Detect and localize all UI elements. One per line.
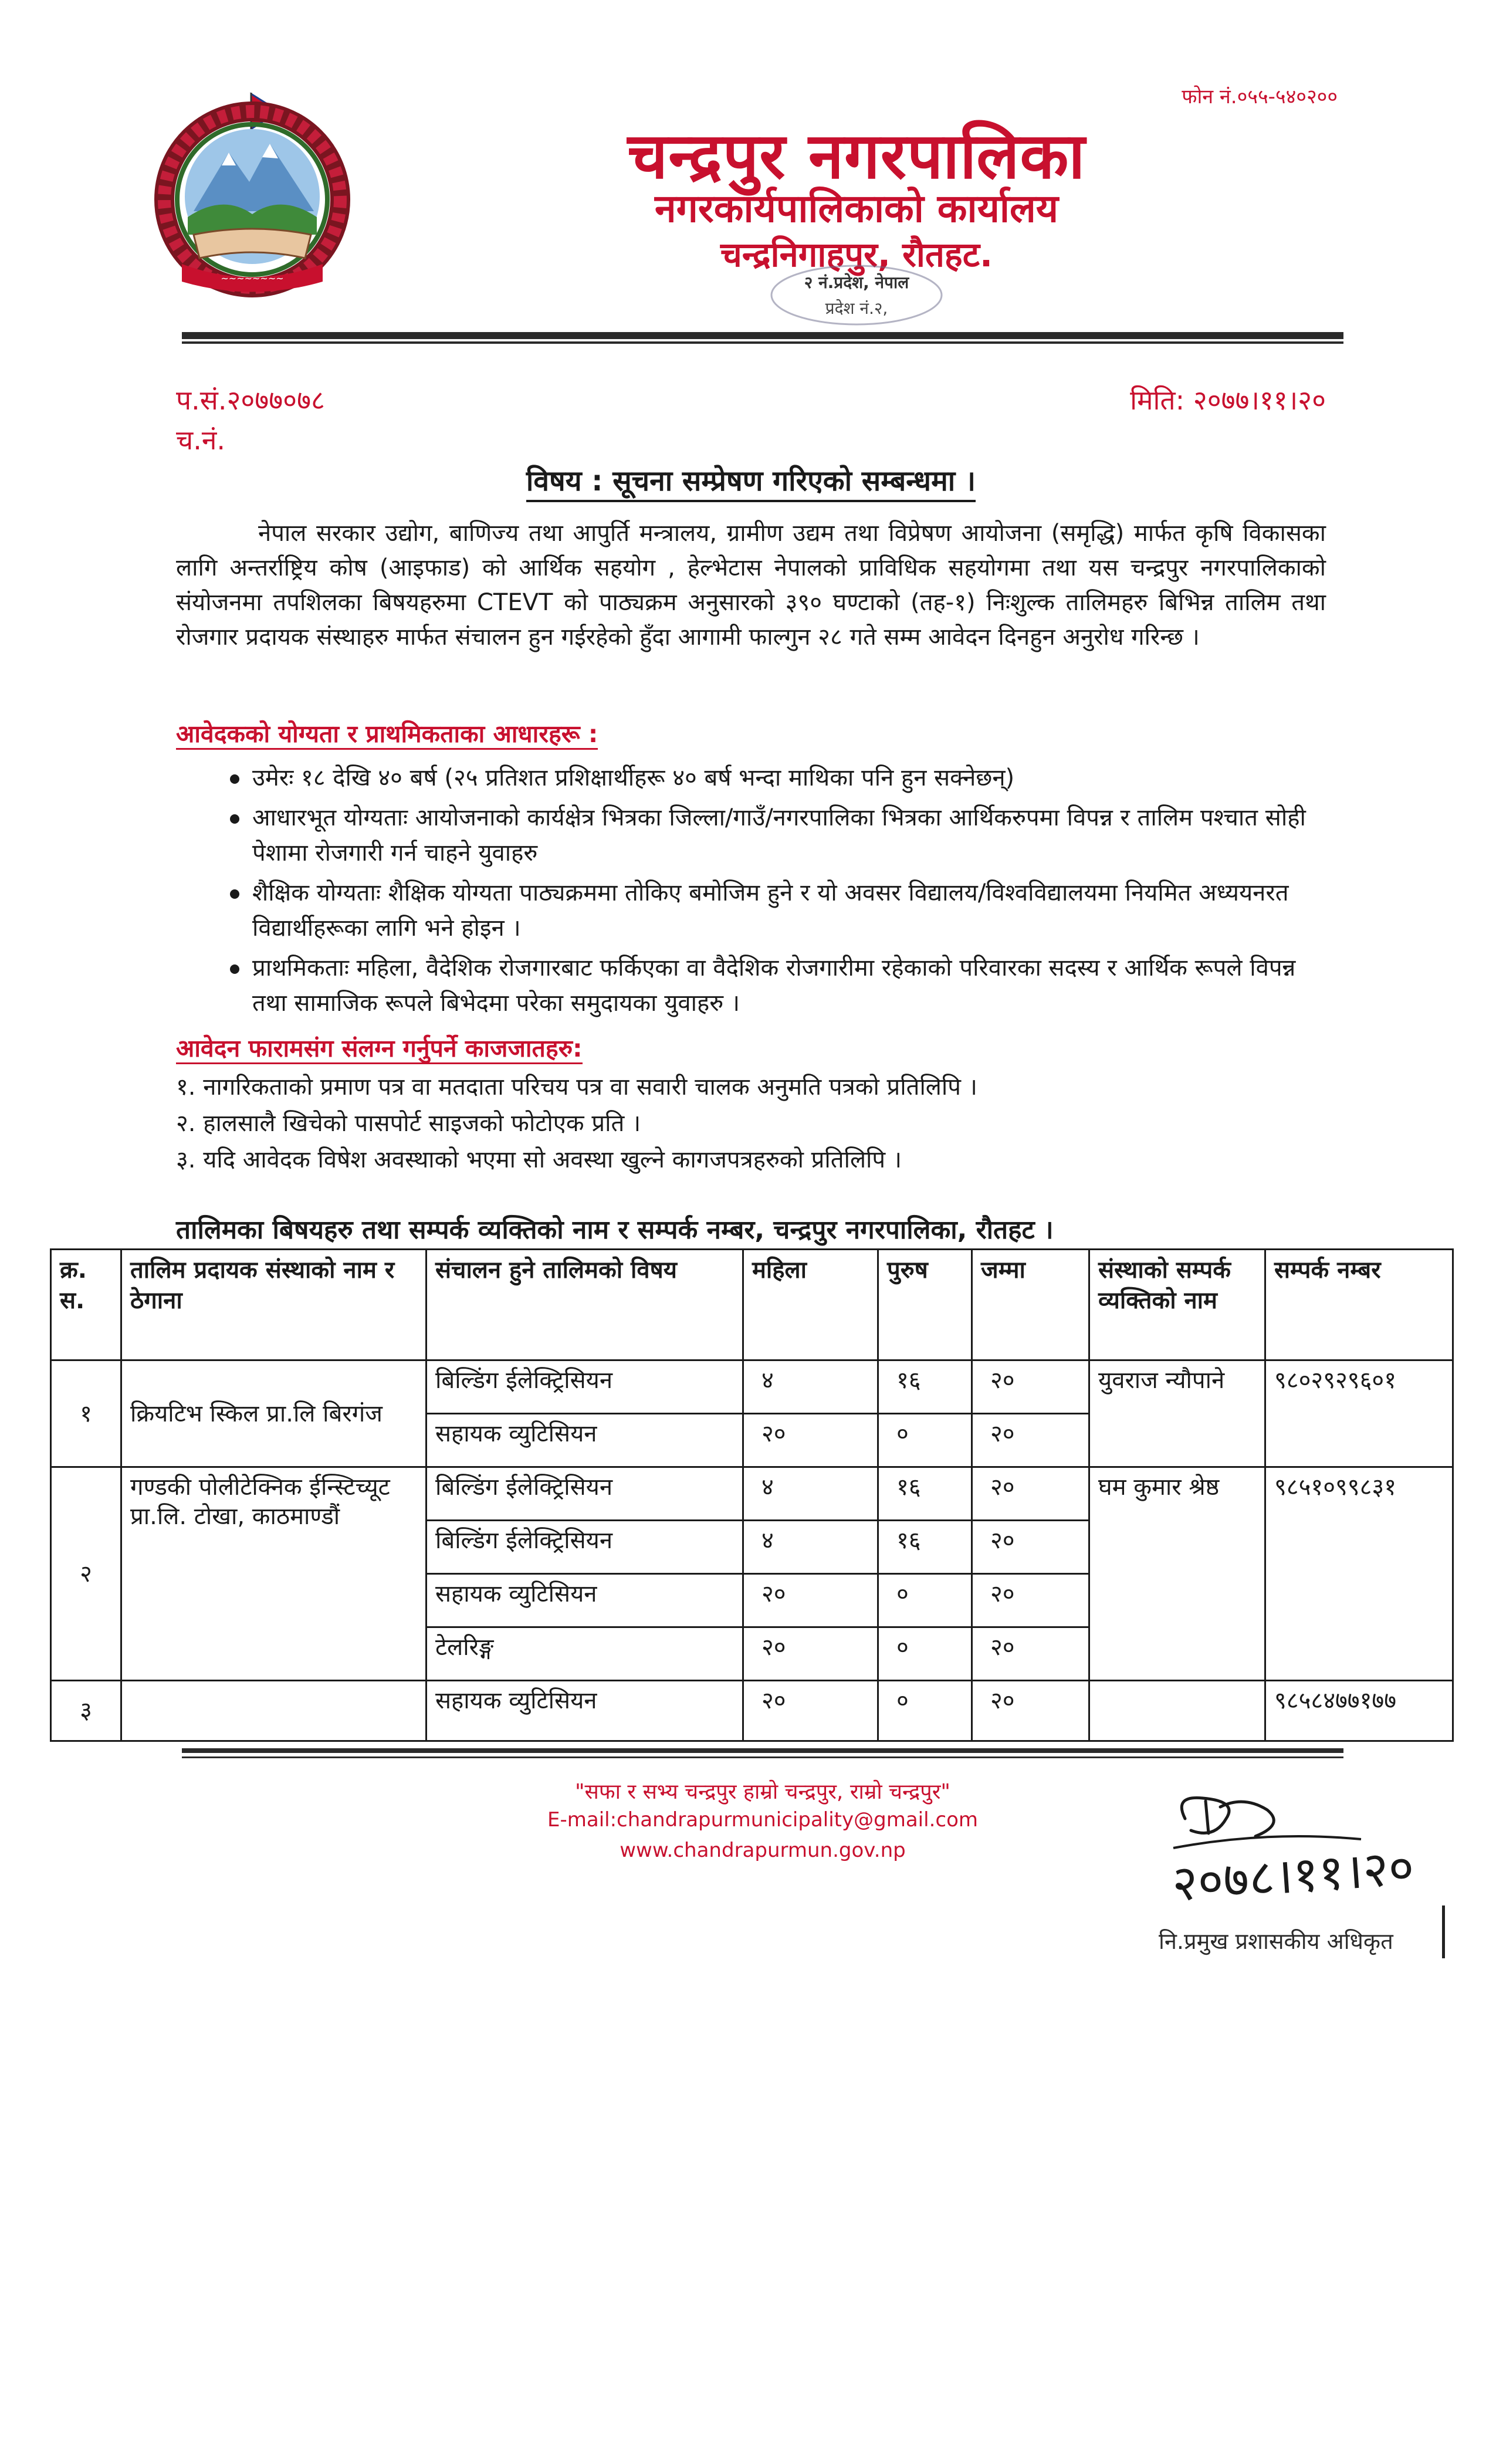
training-subject: सहायक व्युटिसियन: [427, 1681, 743, 1741]
subject-text: विषय : सूचना सम्प्रेषण गरिएको सम्बन्धमा ।: [526, 465, 976, 502]
column-header-sn: क्र. स.: [51, 1250, 121, 1360]
contact-person: [1089, 1681, 1265, 1741]
list-item: [176, 800, 1326, 871]
documents-list: [176, 1069, 1326, 1178]
stamp-province-number: प्रदेश नं.२,: [825, 299, 888, 318]
bullet-icon: [230, 964, 239, 974]
total-count: २०: [972, 1360, 1089, 1414]
serial-number: ३: [51, 1681, 121, 1741]
column-header-male: पुरुष: [878, 1250, 972, 1360]
reference-number: प.सं.२०७७०७८: [176, 384, 325, 416]
total-count: २०: [972, 1521, 1089, 1574]
eligibility-item-text: उमेरः १८ देखि ४० बर्ष (२५ प्रतिशत प्रशिक्षार्थीहरू ४० बर्ष भन्दा माथिका पनि हुन सक्नेछन्): [252, 764, 1015, 791]
training-subject: बिल्डिंग ईलेक्ट्रिसियन: [427, 1360, 743, 1414]
serial-number: २: [51, 1467, 121, 1681]
table-caption: तालिमका बिषयहरु तथा सम्पर्क व्यक्तिको नाम र सम्पर्क नम्बर, चन्द्रपुर नगरपालिका, रौतहट ।: [176, 1215, 1054, 1245]
female-count: २०: [743, 1574, 878, 1627]
eligibility-heading: आवेदकको योग्यता र प्राथमिकताका आधारहरू :: [176, 720, 598, 750]
table-header-row: [51, 1250, 1453, 1360]
female-count: ४: [743, 1521, 878, 1574]
footer-website: www.chandrapurmun.gov.np: [620, 1839, 906, 1862]
footer-slogan: "सफा र सभ्य चन्द्रपुर हाम्रो चन्द्रपुर, राम्रो चन्द्रपुर": [574, 1780, 950, 1804]
table-row: [51, 1467, 1453, 1521]
intro-paragraph: नेपाल सरकार उद्योग, बाणिज्य तथा आपुर्ति मन्त्रालय, ग्रामीण उद्यम तथा विप्रेषण आयोजना (समृद्धि) मार्फत कृषि विकासका लागि अन्तर्राष्ट्रिय कोष (आइफाड) को आर्थिक सहयोग , हेल्भेटास नेपालको प्राविधिक सहयोगमा तथा यस चन्द्रपुर नगरपालिकाको संयोजनमा तपशिलका बिषयहरुमा CTEVT को पाठ्यक्रम अनुसारको ३९० घण्टाको (तह-१) निःशुल्क तालिमहरु बिभिन्न तालिम तथा रोजगार प्रदायक संस्थाहरु मार्फत संचालन हुन गईरहेको हुँदा आगामी फाल्गुन २८ गते सम्म आवेदन दिनहुन अनुरोध गरिन्छ ।: [176, 520, 1326, 651]
training-subject: बिल्डिंग ईलेक्ट्रिसियन: [427, 1521, 743, 1574]
list-item: [176, 760, 1326, 796]
total-count: २०: [972, 1627, 1089, 1681]
female-count: २०: [743, 1627, 878, 1681]
svg-text:~~~~~~~~: ~~~~~~~~: [221, 273, 284, 284]
phone-number: फोन नं.०५५-५४०२००: [1182, 85, 1338, 109]
serial-number: १: [51, 1360, 121, 1467]
eligibility-item-text: प्राथमिकताः महिला, वैदेशिक रोजगारबाट फर्किएका वा वैदेशिक रोजगारीमा रहेकाको परिवारका सदस्य र आर्थिक रूपले विपन्न तथा सामाजिक रूपले बिभेदमा परेका समुदायका युवाहरु ।: [252, 955, 1296, 1017]
signature-stroke: [1442, 1905, 1445, 1958]
column-header-subject: संचालन हुने तालिमको विषय: [427, 1250, 743, 1360]
column-header-female: महिला: [743, 1250, 878, 1360]
svg-text:२०७८।११।२०: २०७८।११।२०: [1170, 1838, 1416, 1913]
eligibility-item-text: आधारभूत योग्यताः आयोजनाको कार्यक्षेत्र भित्रका जिल्ला/गाउँ/नगरपालिका भित्रका आर्थिकरुपमा विपन्न र तालिम पश्चात सोही पेशामा रोजगारी गर्न चाहने युवाहरु: [252, 804, 1306, 867]
contact-person: घम कुमार श्रेष्ठ: [1089, 1467, 1265, 1681]
header-divider: [182, 332, 1343, 339]
footer-email: E-mail:chandrapurmunicipality@gmail.com: [547, 1808, 978, 1832]
training-subject: सहायक व्युटिसियन: [427, 1414, 743, 1467]
documents-heading: आवेदन फारामसंग संलग्न गर्नुपर्ने काजजातहरु:: [176, 1035, 583, 1064]
bullet-icon: [230, 774, 239, 784]
female-count: २०: [743, 1681, 878, 1741]
male-count: ०: [878, 1627, 972, 1681]
footer-divider: [182, 1748, 1343, 1753]
list-item: १. नागरिकताको प्रमाण पत्र वा मतदाता परिचय पत्र वा सवारी चालक अनुमति पत्रको प्रतिलिपि ।: [176, 1074, 977, 1101]
total-count: २०: [972, 1681, 1089, 1741]
column-header-org: तालिम प्रदायक संस्थाको नाम र ठेगाना: [121, 1250, 427, 1360]
contact-number: ९८०२९२९६०१: [1265, 1360, 1453, 1467]
eligibility-item-text: शैक्षिक योग्यताः शैक्षिक योग्यता पाठ्यक्रममा तोकिए बमोजिम हुने र यो अवसर विद्यालय/विश्वविद्यालयमा नियमित अध्ययनरत विद्यार्थीहरूका लागि भने होइन ।: [252, 879, 1289, 942]
column-header-contact-person: संस्थाको सम्पर्क व्यक्तिको नाम: [1089, 1250, 1265, 1360]
provider-name: [121, 1681, 427, 1741]
organization-office: नगरकार्यपालिकाको कार्यालय: [655, 186, 1058, 231]
list-item: २. हालसालै खिचेको पासपोर्ट साइजको फोटोएक प्रति ।: [176, 1110, 641, 1137]
contact-person: युवराज न्यौपाने: [1089, 1360, 1265, 1467]
organization-name: चन्द्रपुर नगरपालिका: [627, 120, 1086, 193]
male-count: १६: [878, 1360, 972, 1414]
signer-title: नि.प्रमुख प्रशासकीय अधिकृत: [1159, 1928, 1393, 1954]
bullet-icon: [230, 814, 239, 824]
column-header-total: जम्मा: [972, 1250, 1089, 1360]
contact-number: ९८५१०९९८३१: [1265, 1467, 1453, 1681]
table-row: [51, 1681, 1453, 1741]
subject-line: [176, 461, 1326, 499]
male-count: १६: [878, 1521, 972, 1574]
dispatch-number: च.नं.: [176, 424, 225, 456]
letter-date: मिति: २०७७।११।२०: [1130, 384, 1326, 416]
male-count: १६: [878, 1467, 972, 1521]
list-item: [176, 875, 1326, 946]
list-item: ३. यदि आवेदक विषेश अवस्थाको भएमा सो अवस्था खुल्ने कागजपत्रहरुको प्रतिलिपि ।: [176, 1146, 902, 1173]
total-count: २०: [972, 1574, 1089, 1627]
list-item: [176, 950, 1326, 1021]
male-count: ०: [878, 1681, 972, 1741]
training-subject: सहायक व्युटिसियन: [427, 1574, 743, 1627]
training-subject: बिल्डिंग ईलेक्ट्रिसियन: [427, 1467, 743, 1521]
female-count: ४: [743, 1360, 878, 1414]
total-count: २०: [972, 1414, 1089, 1467]
stamp-province-text: २ नं.प्रदेश, नेपाल: [804, 273, 909, 292]
total-count: २०: [972, 1467, 1089, 1521]
column-header-contact-number: सम्पर्क नम्बर: [1265, 1250, 1453, 1360]
eligibility-list: [176, 760, 1326, 1025]
organization-address: चन्द्रनिगाहपुर, रौतहट.: [720, 235, 993, 275]
header-divider-thin: [182, 341, 1343, 344]
bullet-icon: [230, 889, 239, 899]
footer-divider-thin: [182, 1756, 1343, 1758]
provider-name: गण्डकी पोलीटेक्निक ईन्स्टिच्यूट प्रा.लि. टोखा, काठमाण्डौं: [121, 1467, 427, 1681]
male-count: ०: [878, 1414, 972, 1467]
training-table: [50, 1248, 1454, 1742]
table-row: [51, 1360, 1453, 1414]
contact-number: ९८५८४७७१७७: [1265, 1681, 1453, 1741]
training-subject: टेलरिङ्ग: [427, 1627, 743, 1681]
female-count: २०: [743, 1414, 878, 1467]
female-count: ४: [743, 1467, 878, 1521]
nepal-emblem-logo: [147, 88, 358, 299]
male-count: ०: [878, 1574, 972, 1627]
provider-name: क्रियटिभ स्किल प्रा.लि बिरगंज: [121, 1360, 427, 1467]
